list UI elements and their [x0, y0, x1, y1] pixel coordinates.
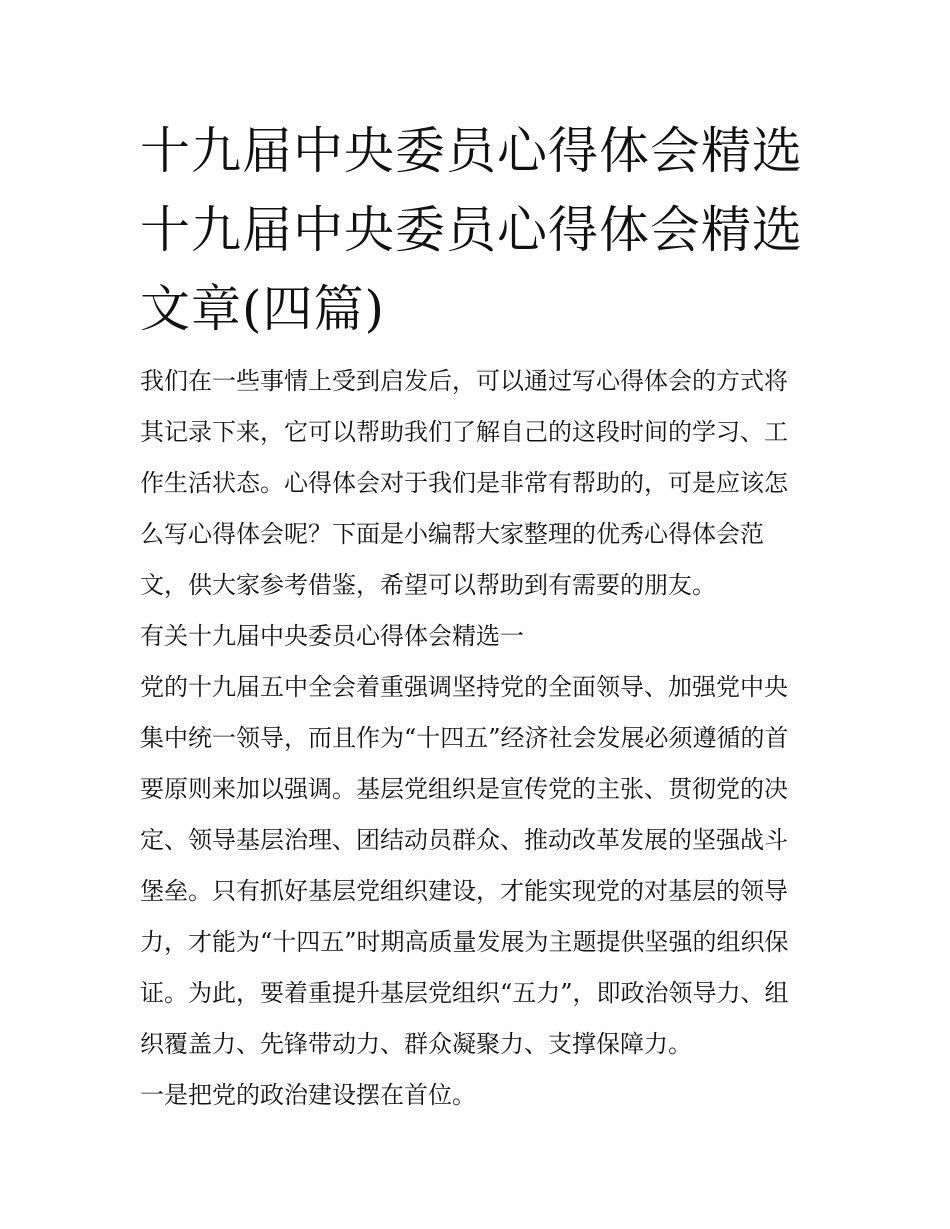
- title-line: 十九届中央委员心得体会精选: [140, 201, 803, 259]
- body-line: 堡垒。只有抓好基层党组织建设，才能实现党的对基层的领导: [140, 877, 788, 905]
- body-line: 一是把党的政治建设摆在首位。: [140, 1081, 476, 1109]
- intro-line: 作生活状态。心得体会对于我们是非常有帮助的，可是应该怎: [140, 469, 788, 497]
- intro-line: 我们在一些事情上受到启发后，可以通过写心得体会的方式将: [140, 367, 788, 395]
- body-line: 证。为此，要着重提升基层党组织“五力”，即政治领导力、组: [140, 979, 789, 1007]
- body-line: 定、领导基层治理、团结动员群众、推动改革发展的坚强战斗: [140, 826, 788, 854]
- intro-line: 其记录下来，它可以帮助我们了解自己的这段时间的学习、工: [140, 418, 788, 446]
- body-line: 集中统一领导，而且作为“十四五”经济社会发展必须遵循的首: [140, 724, 789, 752]
- section-heading: 有关十九届中央委员心得体会精选一: [140, 622, 524, 650]
- body-line: 要原则来加以强调。基层党组织是宣传党的主张、贯彻党的决: [140, 775, 788, 803]
- document-title: [140, 112, 820, 349]
- intro-line: 么写心得体会呢？下面是小编帮大家整理的优秀心得体会范: [140, 520, 764, 548]
- body-line: 党的十九届五中全会着重强调坚持党的全面领导、加强党中央: [140, 673, 788, 701]
- title-line: 十九届中央委员心得体会精选: [140, 122, 803, 180]
- document-body: [140, 356, 830, 1121]
- intro-line: 文，供大家参考借鉴，希望可以帮助到有需要的朋友。: [140, 571, 716, 599]
- title-line: 文章(四篇): [140, 280, 386, 338]
- body-line: 力，才能为“十四五”时期高质量发展为主题提供坚强的组织保: [140, 928, 789, 956]
- body-line: 织覆盖力、先锋带动力、群众凝聚力、支撑保障力。: [140, 1030, 692, 1058]
